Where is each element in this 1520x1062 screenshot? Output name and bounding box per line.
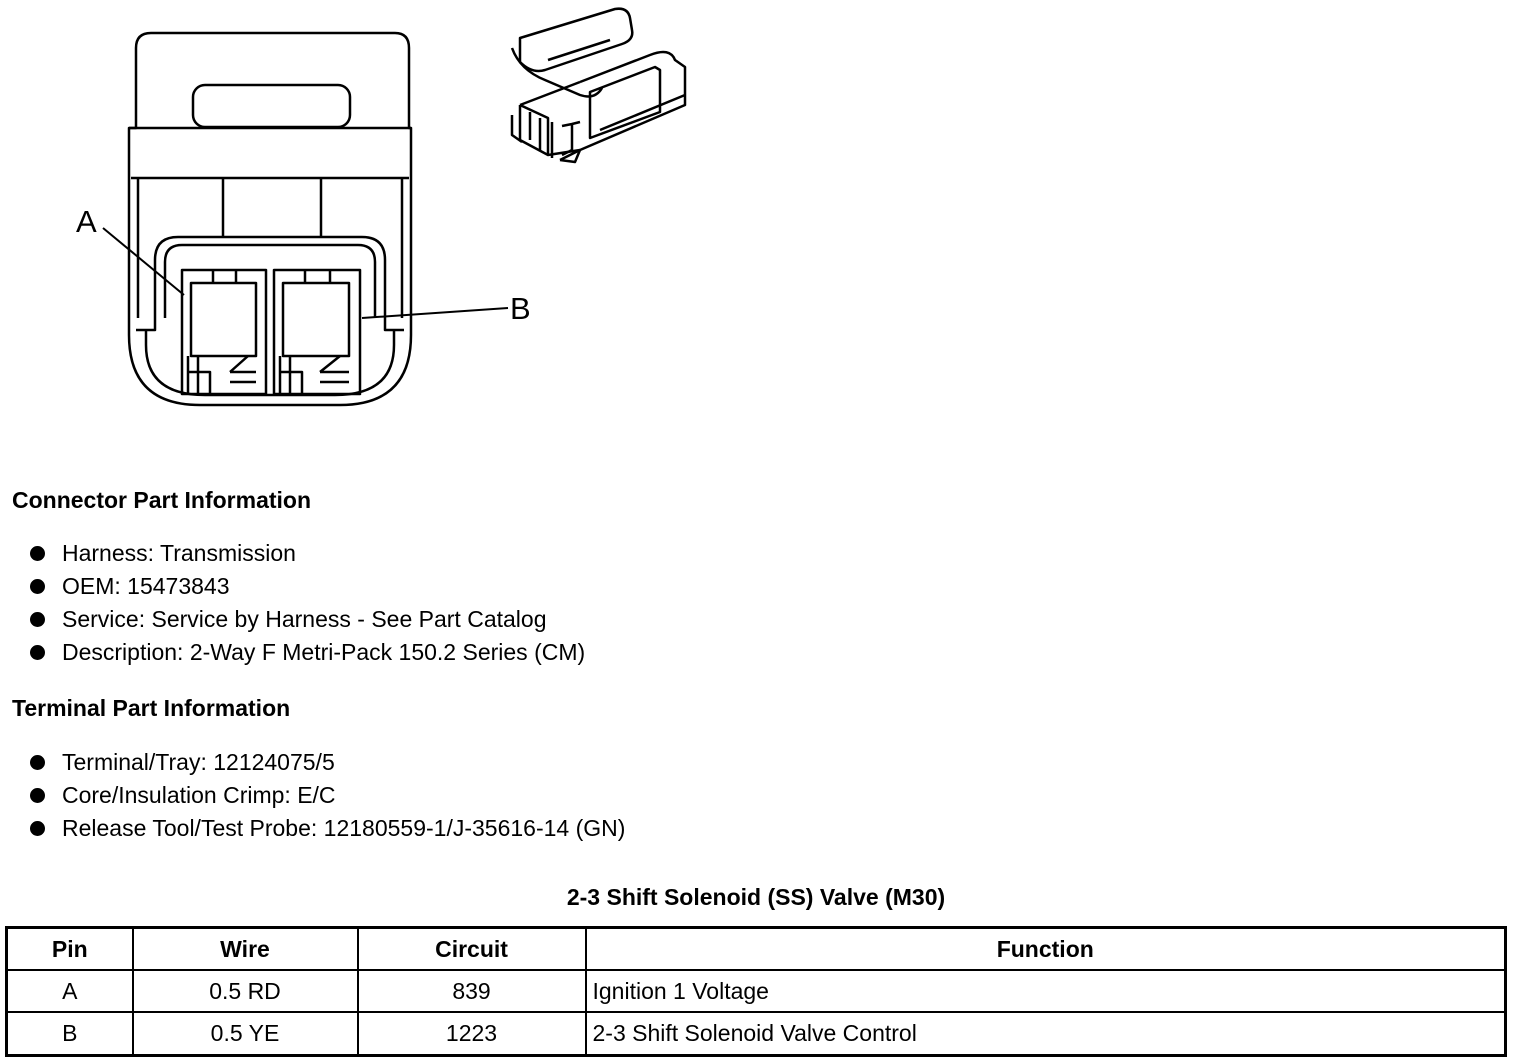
bullet-icon <box>30 645 45 660</box>
pin-cell: A <box>7 970 133 1012</box>
connector-part-info-heading: Connector Part Information <box>12 487 312 513</box>
callout-b-label: B <box>510 291 531 326</box>
list-item <box>30 746 625 779</box>
list-item-text: Service: Service by Harness - See Part Catalog <box>62 606 547 632</box>
table-row <box>7 1012 1506 1055</box>
table-header-row <box>7 928 1506 971</box>
list-item-text: Harness: Transmission <box>62 540 296 566</box>
circuit-cell: 839 <box>358 970 586 1012</box>
bullet-icon <box>30 821 45 836</box>
bullet-icon <box>30 579 45 594</box>
terminal-part-info-heading: Terminal Part Information <box>12 695 291 721</box>
bullet-icon <box>30 755 45 770</box>
terminal-isometric-view <box>512 9 685 162</box>
column-header-pin: Pin <box>7 928 133 971</box>
bullet-icon <box>30 546 45 561</box>
list-item-text: Terminal/Tray: 12124075/5 <box>62 749 335 775</box>
list-item <box>30 537 585 570</box>
circuit-cell: 1223 <box>358 1012 586 1055</box>
list-item-text: Core/Insulation Crimp: E/C <box>62 782 336 808</box>
bullet-icon <box>30 612 45 627</box>
function-cell: 2-3 Shift Solenoid Valve Control <box>586 1012 1506 1055</box>
callout-a-label: A <box>76 204 97 239</box>
list-item <box>30 779 625 812</box>
column-header-wire: Wire <box>133 928 358 971</box>
bullet-icon <box>30 788 45 803</box>
column-header-circuit: Circuit <box>358 928 586 971</box>
list-item-text: OEM: 15473843 <box>62 573 230 599</box>
list-item <box>30 570 585 603</box>
connector-diagram <box>0 0 720 440</box>
pin-table-title: 2-3 Shift Solenoid (SS) Valve (M30) <box>566 884 946 910</box>
list-item <box>30 636 585 669</box>
pin-cell: B <box>7 1012 133 1055</box>
list-item-text: Description: 2-Way F Metri-Pack 150.2 Series (CM) <box>62 639 586 665</box>
terminal-part-info-list <box>30 746 625 845</box>
table-row <box>7 970 1506 1012</box>
pin-table <box>5 926 1507 1057</box>
connector-face-view <box>129 33 411 405</box>
list-item <box>30 603 585 636</box>
connector-part-info-list <box>30 537 585 669</box>
column-header-function: Function <box>586 928 1506 971</box>
wire-cell: 0.5 YE <box>133 1012 358 1055</box>
list-item-text: Release Tool/Test Probe: 12180559-1/J-35616-14 (GN) <box>62 815 626 841</box>
wire-cell: 0.5 RD <box>133 970 358 1012</box>
list-item <box>30 812 625 845</box>
function-cell: Ignition 1 Voltage <box>586 970 1506 1012</box>
